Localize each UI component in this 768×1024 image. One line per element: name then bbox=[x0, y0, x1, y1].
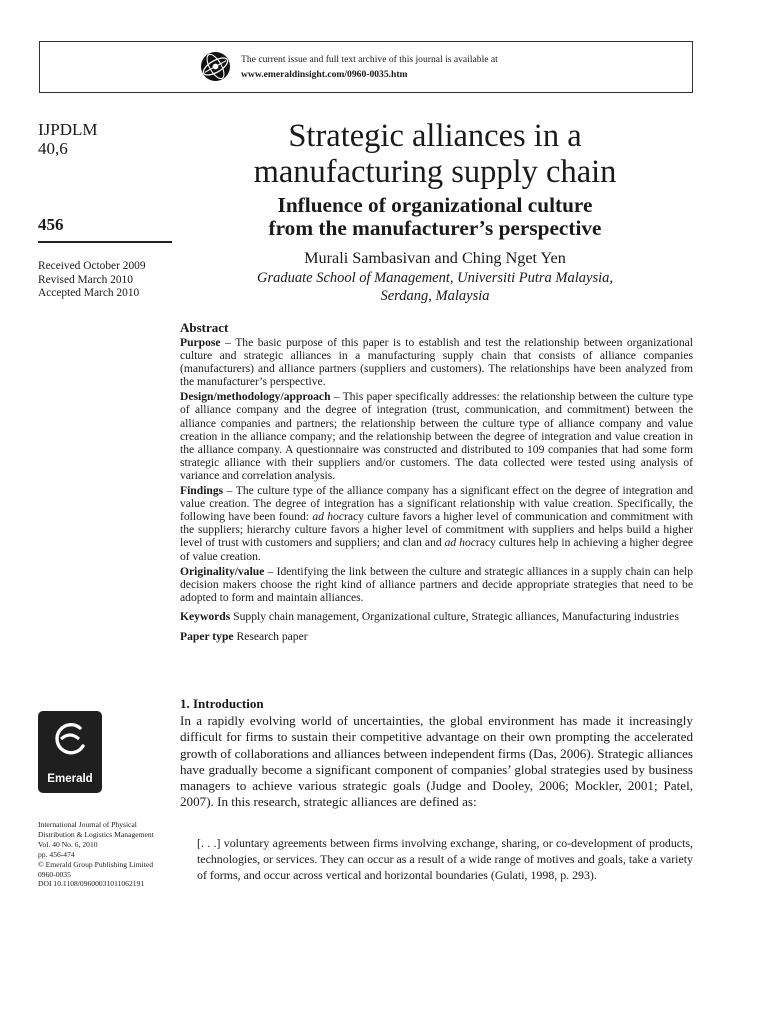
title-line: Strategic alliances in a bbox=[288, 118, 582, 154]
design-text: – This paper specifically addresses: the relationship between the culture type of alliance company and the degree of integration (trust, communication, and commitment) between the alliance companies and partners; the relationship between the culture type of alliance company and value creation in the alliance company; and the relationship between the degree of integration and value creation in the alliance company. A questionnaire was constructed and distributed to 109 companies that had some form strategic alliance with their suppliers and/or customers. The data collected were tested using analysis of variance and correlation analysis. bbox=[180, 390, 693, 482]
banner-text: The current issue and full text archive of this journal is available at bbox=[241, 54, 498, 65]
publication-info bbox=[38, 820, 178, 889]
affiliation-line: Graduate School of Management, Universiti Putra Malaysia, bbox=[256, 270, 613, 286]
article-subtitle bbox=[180, 194, 690, 240]
title-line: manufacturing supply chain bbox=[253, 154, 617, 190]
journal-url-link[interactable]: www.emeraldinsight.com/0960-0035.htm bbox=[241, 69, 408, 80]
keywords-label: Keywords bbox=[180, 609, 231, 623]
footnote-line: © Emerald Group Publishing Limited bbox=[38, 859, 154, 869]
papertype-label: Paper type bbox=[180, 629, 234, 643]
revised-date: Revised March 2010 bbox=[38, 273, 133, 286]
intro-paragraph: In a rapidly evolving world of uncertainties, the global environment has made it increasingly difficult for firms to sustain their competitive advantage on their own prompting the accelerated growth of collaborations and alliances between independent firms (Das, 2006). Strategic alliances have gradually become a significant component of companies’ global strategies used by business managers to achieve various strategic goals (Judge and Dooley, 2006; Mockler, 2001; Patel, 2007). In this research, strategic alliances are defined as: bbox=[180, 713, 693, 810]
findings-text: racy culture favors a higher level of communication and commitment with the suppliers; hierarchy culture favors a higher level of commitment with suppliers and helps build a higher level of trust with customers and suppliers; and clan and bbox=[180, 510, 694, 550]
footnote-line: Distribution & Logistics Management bbox=[38, 829, 154, 839]
doi-link[interactable]: DOI 10.1108/09600031011062191 bbox=[38, 879, 145, 889]
abstract-design bbox=[180, 390, 693, 482]
block-quote: [. . .] voluntary agreements between firms involving exchange, sharing, or co-development of products, technologies, or services. They can occur as a result of a wide range of motives and goals, take a variety of forms, and occur across vertical and horizontal boundaries (Gulati, 1998, p. 293). bbox=[197, 836, 693, 882]
findings-label: Findings bbox=[180, 484, 224, 498]
subtitle-line: Influence of organizational culture bbox=[277, 193, 593, 217]
archive-banner bbox=[39, 41, 693, 93]
purpose-text: – The basic purpose of this paper is to establish and test the relationship between organizational culture and strategic alliances in a manufacturing supply chain that consists of alliance companies (manufacturers) and alliance partners (suppliers and customers). The relationships have been analyzed from the manufacturer’s perspective. bbox=[180, 336, 693, 389]
keywords bbox=[180, 610, 693, 623]
footnote-line: International Journal of Physical bbox=[38, 820, 137, 829]
page-number: 456 bbox=[38, 215, 64, 234]
abstract-findings bbox=[180, 484, 693, 563]
received-date: Received October 2009 bbox=[38, 260, 146, 272]
design-label: Design/methodology/approach bbox=[180, 390, 331, 404]
sidebar-rule bbox=[38, 241, 172, 243]
findings-text: – The culture type of the alliance company has a significant effect on the degree of integration and value creation. The degree of integration has a significant relationship with value creation. Specifically, the following have been found: bbox=[180, 484, 693, 524]
keywords-text: Supply chain management, Organizational culture, Strategic alliances, Manufacturing industries bbox=[230, 609, 679, 623]
originality-text: – Identifying the link between the culture and strategic alliances in a supply chain can help decision makers choose the right kind of alliance partners and decide appropriate strategies that need to be adopted to form and maintain alliances. bbox=[180, 564, 693, 604]
accepted-date: Accepted March 2010 bbox=[38, 287, 140, 300]
authors: Murali Sambasivan and Ching Nget Yen bbox=[304, 249, 566, 267]
abstract-originality bbox=[180, 565, 693, 604]
abstract-heading: Abstract bbox=[180, 320, 229, 335]
affiliation bbox=[180, 269, 690, 305]
findings-italic: ad hoc bbox=[444, 536, 476, 550]
affiliation-line: Serdang, Malaysia bbox=[380, 288, 490, 304]
abstract-section bbox=[180, 319, 693, 645]
footnote-line: Vol. 40 No. 6, 2010 bbox=[38, 839, 98, 849]
purpose-label: Purpose bbox=[180, 336, 221, 349]
emerald-logo-icon bbox=[52, 720, 88, 764]
subtitle-line: from the manufacturer’s perspective bbox=[268, 216, 602, 240]
section-heading: 1. Introduction bbox=[180, 696, 264, 711]
article-title bbox=[180, 118, 690, 190]
journal-code bbox=[38, 120, 172, 158]
globe-icon bbox=[200, 51, 231, 82]
introduction-section bbox=[180, 695, 693, 811]
abstract-purpose bbox=[180, 336, 693, 388]
footnote-line: pp. 456-474 bbox=[38, 849, 75, 859]
originality-label: Originality/value bbox=[180, 564, 265, 578]
journal-abbrev: IJPDLM bbox=[38, 120, 98, 139]
findings-text: racy cultures help in achieving a higher degree of value creation. bbox=[180, 536, 693, 563]
paper-type bbox=[180, 630, 693, 643]
emerald-logo bbox=[38, 711, 102, 793]
footnote-line: 0960-0035 bbox=[38, 869, 71, 879]
findings-italic: ad hoc bbox=[312, 510, 344, 524]
papertype-text: Research paper bbox=[233, 629, 308, 643]
logo-text: Emerald bbox=[47, 773, 93, 785]
volume-issue: 40,6 bbox=[38, 139, 68, 158]
article-history bbox=[38, 260, 172, 301]
